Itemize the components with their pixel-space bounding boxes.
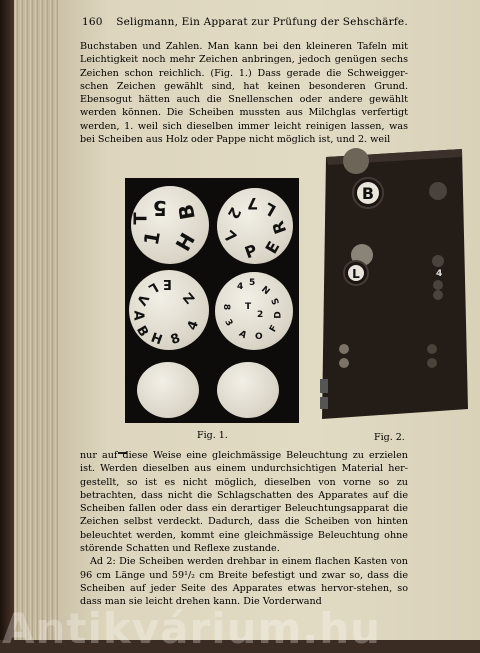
- disc-glyph: A: [130, 310, 146, 321]
- disc-glyph: 5: [153, 196, 167, 220]
- book-spine-shadow: [0, 0, 14, 640]
- disc-1: [131, 186, 209, 264]
- apparatus-label-l: L: [352, 267, 360, 281]
- disc-glyph: E: [261, 238, 284, 257]
- disc-glyph: 7: [247, 194, 259, 213]
- disc-glyph: B: [132, 323, 151, 340]
- paragraph-bottom: nur auf diese Weise eine gleichmässige Beleuchtung zu erzielen ist. Werden dieselben aus einem undurchsichtigen Material her-gestellt, so ist es nicht möglich, dieselben von vorne so zu betrachten, dass nicht die Schlagschatten des Apparates auf die Scheiben fallen oder dass ein derartiger Beleuchtungsapparat die Zeichen selbst verdeckt. Dadurch, dass die Scheiben von hinten beleuchtet werden, kommt eine gleichmässige Beleuchtung ohne störende Schatten und Reflexe zustande.: [80, 450, 408, 555]
- disc-glyph: 2: [223, 203, 245, 223]
- apparatus-label-4: 4: [436, 269, 443, 279]
- figure-2-apparatus: [320, 143, 470, 421]
- disc-glyph: 5: [249, 278, 256, 288]
- page-edges: [14, 0, 58, 640]
- disc-glyph: 4: [184, 318, 203, 333]
- disc-glyph: 4: [237, 282, 244, 292]
- figure-1-caption: Fig. 1.: [197, 430, 228, 441]
- disc-glyph: F: [268, 323, 280, 335]
- disc-glyph: 1: [138, 229, 165, 247]
- disc-glyph: T: [245, 302, 252, 312]
- apparatus-label-b: B: [361, 184, 375, 203]
- disc-glyph: E: [163, 276, 172, 291]
- disc-glyph: S: [270, 296, 283, 306]
- disc-6: [217, 362, 279, 418]
- disc-glyph: L: [260, 198, 280, 221]
- disc-glyph: A: [236, 328, 249, 342]
- disc-glyph: Z: [180, 289, 199, 306]
- running-title: Seligmann, Ein Apparat zur Prüfung der Sehschärfe.: [116, 16, 408, 28]
- disc-2: [217, 188, 293, 264]
- disc-glyph: 8: [221, 303, 232, 311]
- disc-glyph: 3: [222, 317, 235, 329]
- disc-glyph: T: [130, 212, 152, 225]
- disc-4: [215, 272, 293, 350]
- disc-glyph: 2: [257, 310, 264, 320]
- figure-1-photo: [125, 178, 299, 423]
- disc-glyph: B: [173, 202, 200, 222]
- disc-glyph: 7: [220, 226, 241, 248]
- disc-glyph: O: [255, 332, 263, 342]
- disc-glyph: N: [260, 282, 273, 296]
- watermark-logo: Antikvárium.hu: [2, 604, 382, 653]
- disc-5: [137, 362, 199, 418]
- disc-glyph: H: [148, 330, 165, 349]
- disc-glyph: V: [133, 291, 152, 308]
- figure-2-caption: Fig. 2.: [374, 432, 405, 443]
- disc-glyph: D: [273, 311, 284, 319]
- disc-glyph: L: [145, 278, 161, 297]
- running-head: [82, 16, 408, 28]
- disc-glyph: R: [268, 218, 291, 237]
- page-number: 160: [82, 16, 103, 28]
- body-text-bottom: [80, 449, 408, 609]
- paragraph-top: Buchstaben und Zahlen. Man kann bei den kleineren Tafeln mit Leichtigkeit noch mehr Zeichen anbringen, jedoch genügen sechs Zeichen schon reichlich. (Fig. 1.) Dass gerade die Schweigger-schen Zeichen gewählt sind, hat keinen besonderen Grund. Ebensogut hätten auch die Snellenschen oder andere gewählt werden können. Die Scheiben mussten aus Milchglas verfertigt werden, 1. weil sich dieselben immer leicht reinigen lassen, was bei Scheiben aus Holz oder Pappe nicht möglich ist, und 2. weil: [80, 41, 408, 146]
- disc-glyph: 8: [168, 330, 183, 349]
- disc-glyph: H: [170, 228, 200, 256]
- paragraph-ad-2-text: Ad 2: Die Scheiben werden drehbar in einem flachen Kasten von 96 cm Länge und 59¹/₂ cm Breite befestigt und zwar so, dass die Scheiben auf jeder Seite des Apparates etwas hervor-stehen, so dass man sie leicht drehen kann. Die Vorderwand: [80, 556, 408, 608]
- disc-glyph: P: [242, 240, 260, 263]
- paragraph-ad-2: [80, 555, 408, 608]
- disc-3: [129, 270, 209, 350]
